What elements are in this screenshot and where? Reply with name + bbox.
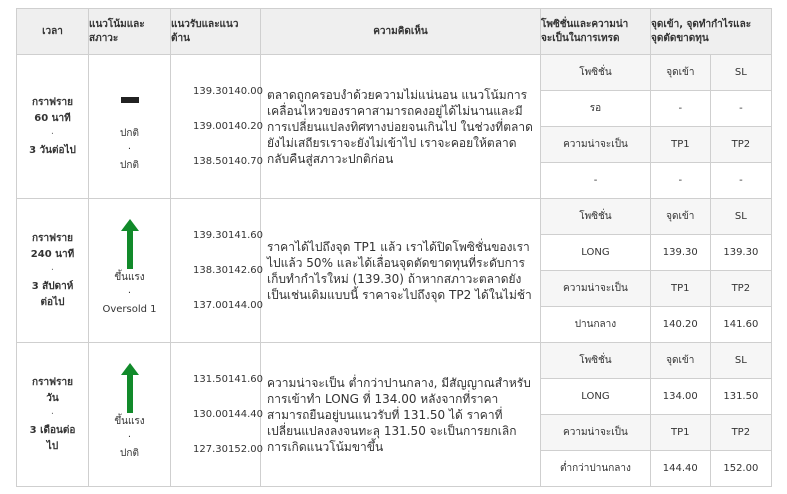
position-value: LONG — [541, 379, 650, 415]
position-label: SL — [710, 55, 771, 91]
header-comment: ความคิดเห็น — [261, 9, 541, 55]
trend-cell — [89, 55, 171, 199]
arrow-up-icon — [120, 219, 140, 269]
support-resistance-cell — [171, 199, 261, 343]
position-label-row — [541, 55, 771, 91]
support-level: 138.30 — [193, 265, 228, 276]
dash-icon — [121, 97, 139, 103]
resistance-level: 142.60 — [228, 265, 263, 276]
position-label: ความน่าจะเป็น — [541, 415, 650, 451]
timeframe-text: · — [50, 408, 55, 420]
comment-cell — [261, 343, 541, 487]
resistance-level: 144.00 — [228, 300, 263, 311]
level-pair — [171, 109, 263, 144]
level-pair — [171, 144, 263, 179]
position-label: SL — [710, 343, 771, 379]
timeframe-text: 3 วันต่อไป — [29, 144, 76, 156]
position-value: ต่ำกว่าปานกลาง — [541, 451, 650, 487]
timeframe-cell — [17, 199, 89, 343]
support-level: 138.50 — [193, 156, 228, 167]
header-position: โพซิชั่นและความน่า จะเป็นในการเทรด — [541, 9, 651, 55]
trend-cell — [89, 199, 171, 343]
level-pair — [171, 74, 263, 109]
position-label-row — [541, 343, 771, 379]
position-value: - — [710, 91, 771, 127]
timeframe-text: 240 นาที — [30, 248, 75, 260]
resistance-level: 152.00 — [228, 444, 263, 455]
timeframe-text: 3 เดือนต่อ — [29, 424, 76, 436]
trend-text: ปกติ — [120, 447, 139, 459]
support-level: 139.30 — [193, 230, 228, 241]
support-level: 137.00 — [193, 300, 228, 311]
comment-text: ราคาได้ไปถึงจุด TP1 แล้ว เราได้ปิดโพซิชั่นของเราไปแล้ว 50% และได้เลื่อนจุดตัดขาดทุนที่ระดับการเก็บทำกำไรใหม่ (139.30) ถ้าหากสภาวะตลาดยังเป็นเช่นเดิมแบบนี้ ราคาจะไปถึงจุด TP2 ได้ในไม่ช้า — [267, 239, 532, 302]
timeframe-text: 60 นาที — [34, 112, 71, 124]
position-cell — [541, 199, 772, 343]
position-value: - — [541, 163, 650, 199]
resistance-level: 141.60 — [228, 230, 263, 241]
trend-text: ปกติ — [120, 159, 139, 171]
position-label-row — [541, 415, 771, 451]
resistance-level: 140.00 — [228, 86, 263, 97]
support-level: 139.30 — [193, 86, 228, 97]
position-value: 139.30 — [650, 235, 710, 271]
position-value-row — [541, 235, 771, 271]
level-pair — [171, 288, 263, 323]
position-value: - — [650, 91, 710, 127]
position-label: ความน่าจะเป็น — [541, 271, 650, 307]
trend-text: · — [127, 143, 132, 155]
position-value: รอ — [541, 91, 650, 127]
timeframe-text: กราฟราย — [32, 96, 73, 108]
support-resistance-cell — [171, 55, 261, 199]
position-value-row — [541, 163, 771, 199]
trend-text: ปกติ — [120, 127, 139, 139]
timeframe-text: วัน — [46, 392, 59, 404]
table-row — [17, 343, 772, 487]
comment-text: ความน่าจะเป็น ต่ำกว่าปานกลาง, มีสัญญาณสำหรับการเข้าทำ LONG ที่ 134.00 หลังจากที่ราคาสามารถยืนอยู่บนแนวรับที่ 131.50 ได้ ราคาที่เปลี่ยนแปลงลงจนทะลุ 131.50 จะเป็นการยกเลิกการเกิดแนวโน้มขาขึ้น — [267, 375, 531, 454]
position-label: TP1 — [650, 271, 710, 307]
header-entry: จุดเข้า, จุดทำกำไรและ จุดตัดขาดทุน — [651, 9, 772, 55]
header-trend: แนวโน้มและ สภาวะ — [89, 9, 171, 55]
trend-text: ขึ้นแรง — [114, 271, 145, 283]
level-pair — [171, 253, 263, 288]
comment-text: ตลาดถูกครอบงำด้วยความไม่แน่นอน แนวโน้มการเคลื่อนไหวของราคาสามารถคงอยู่ได้ไม่นานและมีการเปลี่ยนแปลงทิศทางบ่อยจนเกินไป ในช่วงที่ตลาดยังไม่เสถียรเราจะยังไม่เข้าไป เราจะคอยให้ตลาดกลับคืนสู่สภาวะปกติก่อน — [267, 87, 533, 166]
position-value-row — [541, 307, 771, 343]
timeframe-text: · — [50, 264, 55, 276]
trend-text: · — [127, 431, 132, 443]
position-value-row — [541, 379, 771, 415]
timeframe-text: ไป — [46, 440, 59, 452]
position-label: TP2 — [710, 415, 771, 451]
position-value: 131.50 — [710, 379, 771, 415]
timeframe-text: กราฟราย — [32, 232, 73, 244]
trend-cell — [89, 343, 171, 487]
table-row — [17, 199, 772, 343]
position-label: โพซิชั่น — [541, 55, 650, 91]
position-value: LONG — [541, 235, 650, 271]
table-row — [17, 55, 772, 199]
position-label: โพซิชั่น — [541, 343, 650, 379]
position-value: 152.00 — [723, 463, 759, 474]
position-value: 140.20 — [650, 307, 710, 343]
position-label: TP1 — [650, 415, 710, 451]
resistance-level: 141.60 — [228, 374, 263, 385]
level-pair — [171, 218, 263, 253]
position-label-row — [541, 127, 771, 163]
forecast-table — [16, 8, 772, 487]
position-label: จุดเข้า — [650, 343, 710, 379]
timeframe-cell — [17, 343, 89, 487]
position-label-row — [541, 271, 771, 307]
timeframe-text: ต่อไป — [40, 296, 65, 308]
position-value-row — [541, 91, 771, 127]
support-level: 139.00 — [193, 121, 228, 132]
position-cell — [541, 343, 772, 487]
position-value: 134.00 — [650, 379, 710, 415]
header-support-resistance: แนวรับและแนว ต้าน — [171, 9, 261, 55]
resistance-level: 140.70 — [228, 156, 263, 167]
resistance-level: 140.20 — [228, 121, 263, 132]
position-value: 139.30 — [710, 235, 771, 271]
trend-text: ขึ้นแรง — [114, 415, 145, 427]
position-label: TP2 — [710, 127, 771, 163]
position-label: SL — [710, 199, 771, 235]
support-level: 130.00 — [193, 409, 228, 420]
comment-cell — [261, 55, 541, 199]
support-level: 127.30 — [193, 444, 228, 455]
position-value-row — [541, 451, 771, 487]
resistance-level: 144.40 — [228, 409, 263, 420]
timeframe-text: · — [50, 128, 55, 140]
position-value: 141.60 — [723, 319, 759, 330]
position-label-row — [541, 199, 771, 235]
position-cell — [541, 55, 772, 199]
position-label: โพซิชั่น — [541, 199, 650, 235]
level-pair — [171, 432, 263, 467]
timeframe-text: กราฟราย — [32, 376, 73, 388]
position-value: - — [739, 175, 743, 186]
position-label: จุดเข้า — [650, 199, 710, 235]
position-value: - — [650, 163, 710, 199]
timeframe-cell — [17, 55, 89, 199]
position-value: 144.40 — [650, 451, 710, 487]
trend-text: Oversold 1 — [102, 303, 157, 315]
support-resistance-cell — [171, 343, 261, 487]
support-level: 131.50 — [193, 374, 228, 385]
position-label: TP2 — [710, 271, 771, 307]
trend-text: · — [127, 287, 132, 299]
timeframe-text: 3 สัปดาห์ — [31, 280, 74, 292]
position-label: ความน่าจะเป็น — [541, 127, 650, 163]
comment-cell — [261, 199, 541, 343]
level-pair — [171, 362, 263, 397]
position-label: จุดเข้า — [650, 55, 710, 91]
position-value: ปานกลาง — [541, 307, 650, 343]
arrow-up-icon — [120, 363, 140, 413]
header-time: เวลา — [17, 9, 89, 55]
position-label: TP1 — [650, 127, 710, 163]
level-pair — [171, 397, 263, 432]
